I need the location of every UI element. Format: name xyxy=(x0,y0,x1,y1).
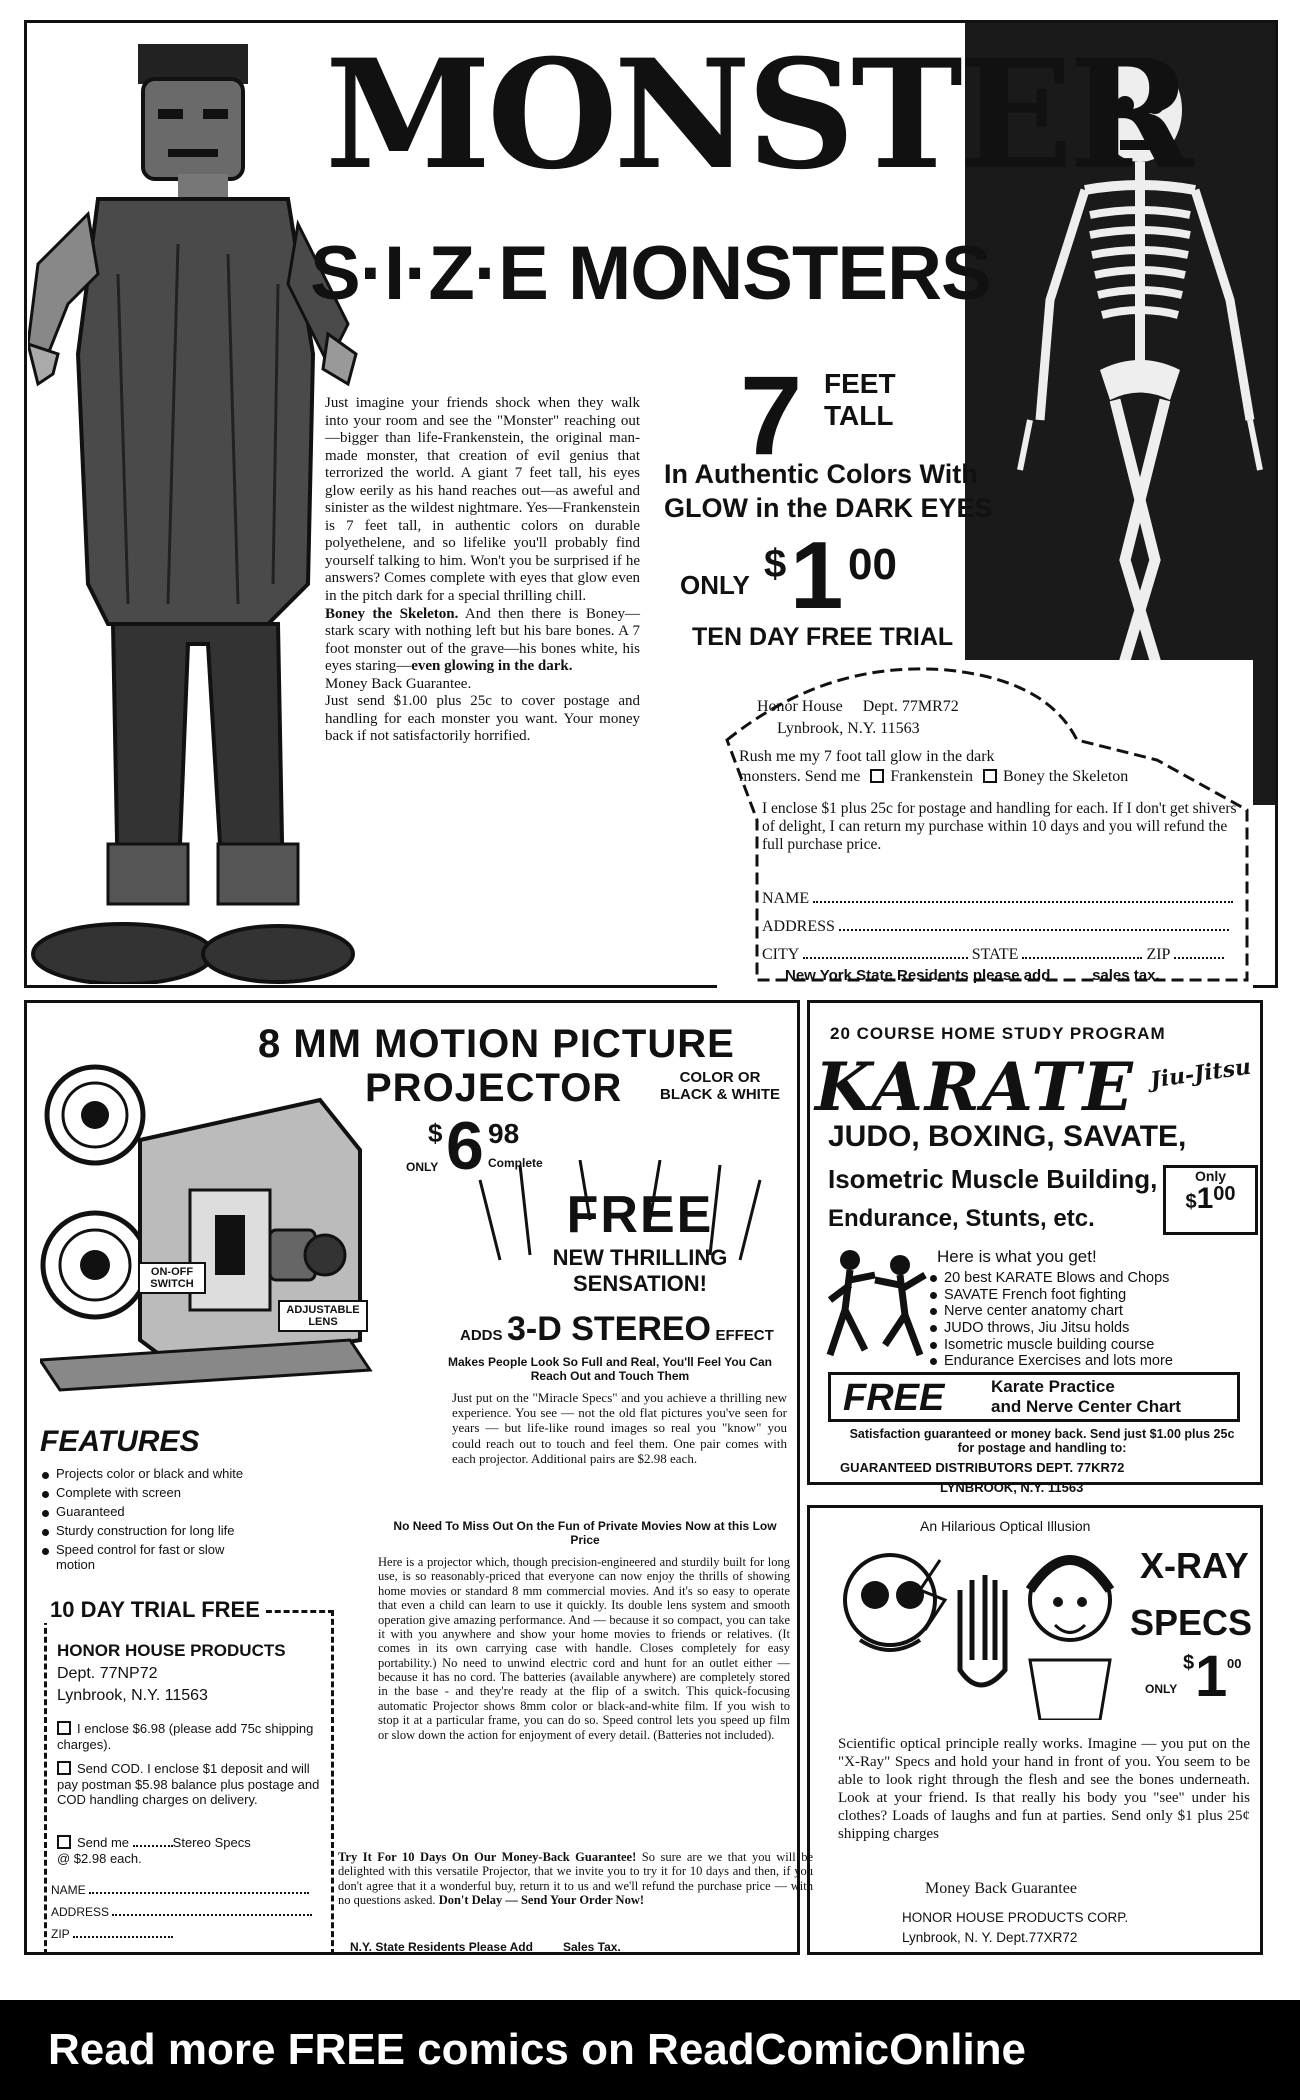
xray-price xyxy=(1145,1644,1255,1712)
karate-endurance: Endurance, xyxy=(828,1205,959,1232)
trial-address-line[interactable] xyxy=(51,1905,312,1919)
try-it-paragraph xyxy=(338,1850,813,1908)
zip-label: ZIP xyxy=(1146,946,1170,963)
projector-body: Here is a projector which, though precision-engineered and sturdily built for long use, is so reasonably-priced that everyone can now enjoy the thrills of showing home movies or standard 8 mm commercial movies. And it's so easy to operate that even a child can learn to use it quickly. Its double lens system and smooth operation give amazing performance. And — because it so compact, you can take it with you anywhere and show your home movies to friends or relatives. (It comes in its own carrying case with handle. Closes completely for easy portability.) No need to unwind electric cord and hunt for an outlet either —because it has no cord. The batteries (available anywhere) are completely stored in the base - and they're ready at the flip of a switch. This quick-focusing automatic Projector shows 8mm color or black-and-white film. If you wish to stop it at a particular frame, you can do so. Speed control lets you speed up film or slow down the action for enjoyment of every detail. (Batteries not included). xyxy=(378,1555,790,1742)
karate-distributor: GUARANTEED DISTRIBUTORS DEPT. 77KR72 xyxy=(840,1460,1125,1475)
xray-tagline: An Hilarious Optical Illusion xyxy=(920,1518,1091,1534)
price-dollar-sign: $ xyxy=(764,542,787,586)
sensation: SENSATION! xyxy=(572,1271,708,1296)
karate-here: Here is what you get! xyxy=(937,1247,1097,1266)
projector-price-main: 6 xyxy=(446,1108,484,1184)
coupon-company-line xyxy=(757,698,959,716)
ten-day-trial: TEN DAY FREE TRIAL xyxy=(692,623,954,651)
karate-item: 20 best KARATE Blows and Chops xyxy=(928,1270,1258,1287)
try-text: So sure are we that you will be delighted with this versatile Projector, that we invite you to try it for 10 days and then, if you don't agree that it a wonderful buy, return it to us and we'll refund the purchase price — with no questions asked. xyxy=(338,1850,813,1908)
free-label: FREE xyxy=(566,1186,714,1244)
new-thrilling: NEW THRILLING xyxy=(552,1245,728,1270)
on-off-switch-callout: ON-OFF SWITCH xyxy=(138,1262,206,1294)
karate-items-list xyxy=(928,1270,1258,1370)
trial-company: HONOR HOUSE PRODUCTS xyxy=(57,1641,286,1660)
xray-price-dollar: $ xyxy=(1183,1652,1195,1674)
monster-intro-text: Just imagine your friends shock when they walk into your room and see the "Monster" reaching out—bigger than life-Frankenstein, the original man-made monster, that creation of evil genius that terrorized the world. A giant 7 feet tall, his eyes glow eerily as his hand reaches out—as aweful and sinister as the wildest nightmare. Yes—Frankenstein is 7 feet tall, in authentic colors on durable polyethelene, and so lifelike you'll probably find yourself talking to him. Won't you be surprised if he answers? Comes complete with eyes that glow even in the pitch dark for a special thrilling chill. xyxy=(325,395,640,605)
xray-illustration xyxy=(830,1530,1120,1720)
free-3d-stereo-burst xyxy=(490,1185,790,1297)
adds-label: ADDS xyxy=(460,1327,503,1344)
price-main: 1 xyxy=(790,522,844,629)
adjustable-lens-callout: ADJUSTABLE LENS xyxy=(278,1300,368,1332)
colors-1: COLOR OR xyxy=(679,1069,761,1086)
projector-ny: N.Y. State Residents Please Add xyxy=(350,1940,533,1954)
frankenstein-illustration xyxy=(28,24,358,984)
coupon-tax: sales tax. xyxy=(1092,967,1160,984)
colors-line-1: In Authentic Colors With xyxy=(664,459,978,489)
trial-opt3c: @ $2.98 each. xyxy=(57,1850,142,1866)
coupon-dept: Dept. 77MR72 xyxy=(862,698,959,715)
karate-line-2: JUDO, BOXING, SAVATE, xyxy=(828,1120,1187,1153)
specs-text: Just put on the "Miracle Specs" and you achieve a thrilling new experience. You see — not the old flat pictures you've seen for years — but life-like round images so real you "know" you could reach out to touch and feel them. One pair comes with each projector. Additional pairs are $2.98 each. xyxy=(452,1390,787,1466)
xray-price-cents: 00 xyxy=(1227,1656,1242,1671)
karate-free-text-2: and Nerve Center Chart xyxy=(991,1397,1181,1416)
trial-zip-line[interactable] xyxy=(51,1927,173,1941)
coupon-address-line[interactable] xyxy=(762,918,1229,936)
projector-order-coupon[interactable] xyxy=(44,1597,334,1955)
projector-title-2: PROJECTOR xyxy=(365,1066,623,1110)
coupon-city: Lynbrook, N.Y. 11563 xyxy=(777,720,920,737)
trial-address: ADDRESS xyxy=(51,1905,110,1919)
trial-opt1: I enclose $6.98 (please add 75c shipping charges). xyxy=(57,1721,314,1752)
price-cents: 00 xyxy=(848,540,897,589)
monster-title: MONSTER xyxy=(325,27,1190,203)
try-end: Don't Delay — Send Your Order Now! xyxy=(438,1893,645,1908)
coupon-rush-2-line xyxy=(739,768,1128,786)
size-monsters-subtitle: S·I·Z·E MONSTERS xyxy=(310,231,991,316)
boney-emph: even glowing in the dark. xyxy=(411,658,573,675)
feature-item: Projects color or black and white xyxy=(40,1467,250,1482)
karate-price-box xyxy=(1163,1165,1258,1235)
feature-item: Guaranteed xyxy=(40,1505,250,1520)
xray-only: ONLY xyxy=(1145,1682,1178,1696)
state-label: STATE xyxy=(971,946,1019,963)
trial-opt2: Send COD. I enclose $1 deposit and will pay postman $5.98 balance plus postage and COD handling charges on delivery. xyxy=(57,1761,320,1808)
karate-item: SAVATE French foot fighting xyxy=(928,1287,1258,1304)
karate-item: Endurance Exercises and lots more xyxy=(928,1353,1258,1370)
burst-rays xyxy=(460,1160,790,1270)
xray-price-main: 1 xyxy=(1195,1644,1228,1709)
karate-city: LYNBROOK, N.Y. 11563 xyxy=(940,1480,1084,1495)
trial-header: 10 DAY TRIAL FREE xyxy=(44,1597,266,1623)
try-lead: Try It For 10 Days On Our Money-Back Guarantee! xyxy=(338,1850,637,1864)
trial-opt3a: Send me xyxy=(77,1835,130,1850)
frankenstein-checkbox[interactable] xyxy=(870,769,884,783)
trial-opt3-row[interactable] xyxy=(57,1835,327,1866)
adds-3d-line xyxy=(460,1310,774,1349)
coupon-rush-1: Rush me my 7 foot tall glow in the dark xyxy=(739,748,995,765)
projector-illustration xyxy=(40,1040,380,1400)
trial-name: NAME xyxy=(51,1883,86,1897)
karate-item: JUDO throws, Jiu Jitsu holds xyxy=(928,1320,1258,1337)
coupon-name-line[interactable] xyxy=(762,890,1233,908)
projector-price-cents: 98 xyxy=(488,1118,520,1149)
xray-city: Lynbrook, N. Y. Dept.77XR72 xyxy=(902,1930,1078,1945)
projector-tax: Sales Tax. xyxy=(562,1940,621,1954)
xray-title-2: SPECS xyxy=(1130,1602,1253,1643)
boney-checkbox[interactable] xyxy=(983,769,997,783)
karate-line-4 xyxy=(828,1205,1095,1233)
karate-price-dollar: $ xyxy=(1185,1191,1197,1213)
boney-text: And then there is Boney—stark scary with nothing left but his bare bones. A 7 foot monster out of the grave—his bones white, his eyes staring— xyxy=(325,605,640,675)
feet-label: FEET xyxy=(824,368,896,399)
karate-fighters-illustration xyxy=(820,1245,930,1360)
seven-number: 7 xyxy=(740,353,803,478)
trial-zip: ZIP xyxy=(51,1927,70,1941)
need-headline: No Need To Miss Out On the Fun of Private Movies Now at this Low Price xyxy=(393,1519,777,1547)
karate-satisfaction: Satisfaction guaranteed or money back. Send just $1.00 plus 25c for postage and handling to: xyxy=(849,1427,1235,1456)
trial-dept: Dept. 77NP72 xyxy=(57,1665,158,1682)
city-label: CITY xyxy=(762,946,799,963)
stereo-label: 3-D STEREO xyxy=(506,1310,712,1348)
tall-label: TALL xyxy=(824,400,894,432)
karate-stunts: Stunts, xyxy=(965,1205,1047,1232)
trial-opt2-row[interactable] xyxy=(57,1761,332,1808)
karate-price-main: 1 xyxy=(1196,1182,1214,1215)
karate-free-bar xyxy=(828,1372,1240,1422)
jiu-jitsu-script: Jiu-Jitsu xyxy=(1148,1053,1253,1094)
opt1-checkbox[interactable] xyxy=(57,1721,71,1735)
karate-title: KARATE xyxy=(815,1048,1135,1126)
colors-2: BLACK & WHITE xyxy=(660,1085,780,1103)
monster-guarantee: Money Back Guarantee. xyxy=(325,675,472,692)
karate-price-line xyxy=(1166,1184,1255,1214)
coupon-ny: New York State Residents please add xyxy=(785,967,1051,984)
monster-order-coupon[interactable] xyxy=(717,660,1253,990)
trial-opt3b: Stereo Specs xyxy=(172,1835,251,1850)
feature-item: Speed control for fast or slow motion xyxy=(40,1543,250,1573)
karate-etc: etc. xyxy=(1053,1205,1095,1232)
makes-people-look: Makes People Look So Full and Real, You'll Feel You Can Reach Out and Touch Them xyxy=(447,1355,773,1383)
features-box xyxy=(40,1425,250,1577)
trial-city: Lynbrook, N.Y. 11563 xyxy=(57,1687,208,1704)
price-only-label: ONLY xyxy=(680,570,750,600)
projector-price-dollar: $ xyxy=(428,1118,443,1148)
opt3-checkbox[interactable] xyxy=(57,1835,71,1849)
opt2-checkbox[interactable] xyxy=(57,1761,71,1775)
monster-intro-copy xyxy=(325,395,640,746)
coupon-ny-line xyxy=(785,967,1160,984)
projector-price-only: ONLY xyxy=(406,1160,439,1174)
projector-colors xyxy=(660,1070,780,1103)
xray-corp: HONOR HOUSE PRODUCTS CORP. xyxy=(902,1910,1129,1925)
karate-free: FREE xyxy=(843,1377,945,1419)
frankenstein-option: Frankenstein xyxy=(890,768,973,785)
karate-price-cents: 00 xyxy=(1213,1183,1236,1205)
karate-program: 20 COURSE HOME STUDY PROGRAM xyxy=(830,1024,1166,1043)
footer-text[interactable]: Read more FREE comics on ReadComicOnline xyxy=(48,2025,1027,2074)
karate-item: Nerve center anatomy chart xyxy=(928,1303,1258,1320)
colors-line-2: GLOW in the DARK EYES xyxy=(664,493,993,523)
effect-label: EFFECT xyxy=(715,1327,774,1344)
features-title: FEATURES xyxy=(40,1425,200,1458)
coupon-rush-2: monsters. Send me xyxy=(739,768,861,785)
karate-only: Only xyxy=(1194,1168,1227,1184)
karate-free-text-1: Karate Practice xyxy=(991,1377,1115,1396)
feature-item: Sturdy construction for long life xyxy=(40,1524,250,1539)
karate-line-3: Isometric Muscle Building, xyxy=(828,1164,1158,1194)
feet-tall-label xyxy=(824,368,896,432)
footer-bar[interactable] xyxy=(0,2000,1300,2100)
address-label: ADDRESS xyxy=(762,918,835,935)
name-label: NAME xyxy=(762,890,810,907)
boney-lead: Boney the Skeleton. xyxy=(325,605,459,622)
trial-opt1-row[interactable] xyxy=(57,1721,327,1752)
coupon-city-line[interactable] xyxy=(762,946,1224,964)
xray-body: Scientific optical principle really works. Imagine — you put on the "X-Ray" Specs and hold your hand in front of you. You seem to be able to look right through the flesh and see the bones underneath. Look at your friend. Is that really his body you "see" under his clothes? Loads of laughs and fun at parties. Send only $1 plus 25¢ shipping charges xyxy=(838,1736,1250,1842)
coupon-company: Honor House xyxy=(757,698,843,715)
coupon-enclose: I enclose $1 plus 25c for postage and handling for each. If I don't get shivers of delight, I can return my purchase within 10 days and you will refund the full purchase price. xyxy=(762,800,1237,853)
projector-ny-line xyxy=(350,1940,621,1954)
projector-title-1: 8 MM MOTION PICTURE xyxy=(258,1022,735,1066)
trial-name-line[interactable] xyxy=(51,1883,309,1897)
xray-title-1: X-RAY xyxy=(1140,1545,1249,1586)
monster-send-text: Just send $1.00 plus 25c to cover postage and handling for each monster you want. Your money back if not satisfactorily horrified. xyxy=(325,693,640,745)
projector-price-complete: Complete xyxy=(488,1156,543,1170)
feature-item: Complete with screen xyxy=(40,1486,250,1501)
boney-option: Boney the Skeleton xyxy=(1002,768,1129,785)
xray-guarantee: Money Back Guarantee xyxy=(925,1880,1077,1897)
karate-item: Isometric muscle building course xyxy=(928,1337,1258,1354)
